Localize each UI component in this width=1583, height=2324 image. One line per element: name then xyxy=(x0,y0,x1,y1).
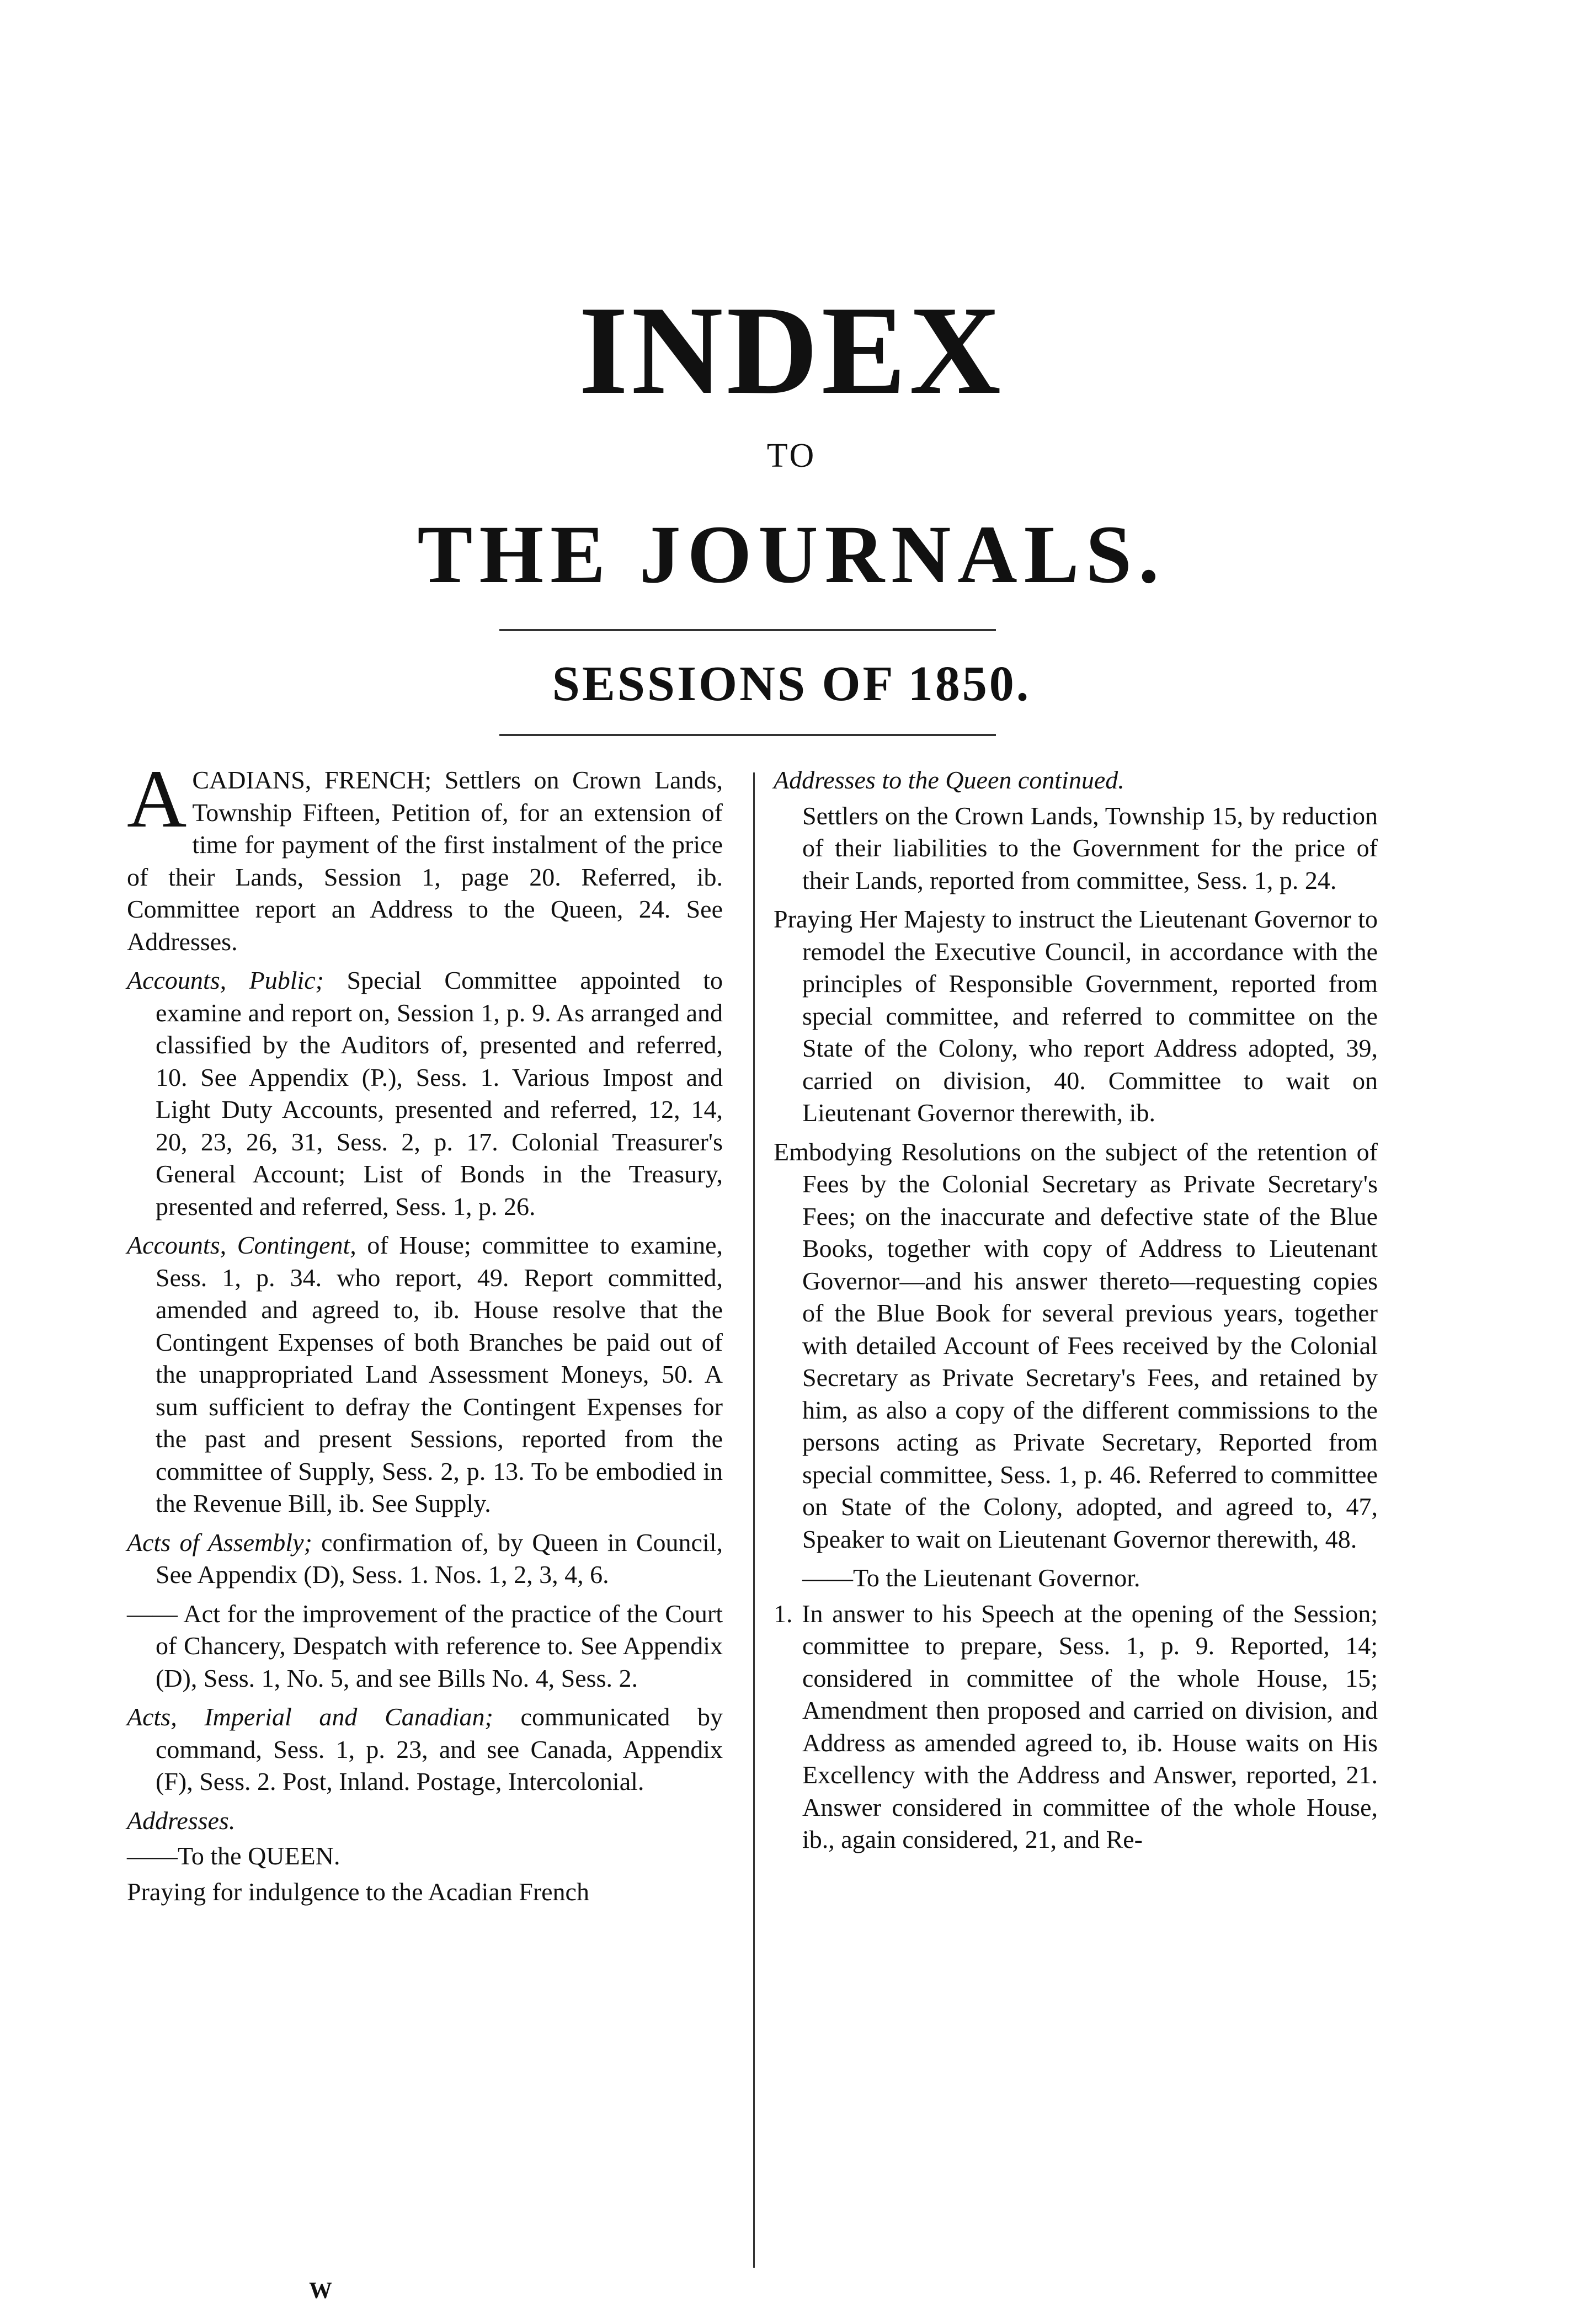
index-entry-settlers: Settlers on the Crown Lands, Township 15, by reduction of their liabilities to the Government for the price of their Lands, reported from committee, Sess. 1, p. 24. xyxy=(802,801,1378,894)
entry-text: confirmation of, by Queen in Council, See Appendix (D), Sess. 1. Nos. 1, 2, 3, 4, 6. xyxy=(156,1528,723,1589)
subheading-to-queen: ——To the QUEEN. xyxy=(127,1842,340,1870)
entry-text: of House; committee to examine, Sess. 1, p. 34. who report, 49. Report committed, amended and agreed to, ib. House resolve that the Contingent Expenses of both Branches be paid out of the unappropriated Land Assessment Moneys, 50. A sum sufficient to defray the Contingent Expenses for the past and present Sessions, reported from the committee of Supply, Sess. 2, p. 13. To be embodied in the Revenue Bill, ib. See Supply. xyxy=(156,1231,723,1517)
index-column-right xyxy=(774,764,1378,1863)
decorative-rule-bottom xyxy=(499,734,996,736)
index-entry-acts-of-assembly xyxy=(127,1527,723,1591)
page-subtitle: THE JOURNALS. xyxy=(417,509,1166,600)
session-heading: SESSIONS OF 1850. xyxy=(552,657,1031,711)
entry-text: Special Committee appointed to examine and report on, Session 1, p. 9. As arranged and classified by the Auditors of, presented and referred, 10. See Appendix (P.), Sess. 1. Various Impost and Light Duty Accounts, presented and referred, 12, 14, 20, 23, 26, 31, Sess. 2, p. 17. Colonial Treasurer's General Account; List of Bonds in the Treasury, presented and referred, Sess. 1, p. 26. xyxy=(156,966,723,1220)
page-title: INDEX xyxy=(578,280,1005,420)
entry-text: —— Act for the improvement of the practice of the Court of Chancery, Despatch with reference to. See Appendix (D), Sess. 1, No. 5, and see Bills No. 4, Sess. 2. xyxy=(127,1599,723,1692)
index-entry-answer-speech: 1. In answer to his Speech at the opening of the Session; committee to prepare, Sess. 1, p. 9. Reported, 14; considered in committee of the whole House, 15; Amendment then proposed and carried on division, and Address as amended agreed to, ib. House waits on His Excellency with the Address and Answer, reported, 21. Answer considered in committee of the whole House, ib., again considered, 21, and Re- xyxy=(774,1599,1378,1853)
continued-heading: Addresses to the Queen continued. xyxy=(774,766,1124,794)
index-entry-praying: Praying for indulgence to the Acadian French xyxy=(127,1877,589,1906)
entry-heading: Acts, Imperial and Canadian; xyxy=(127,1703,493,1731)
index-column-left xyxy=(127,753,723,1911)
entry-text: communicated by command, Sess. 1, p. 23, and see Canada, Appendix (F), Sess. 2. Post, Inland. Postage, Intercolonial. xyxy=(156,1703,723,1795)
column-divider xyxy=(753,772,755,2268)
index-entry-acts-imperial xyxy=(127,1701,723,1798)
index-entry-addresses: Addresses. xyxy=(127,1806,236,1835)
entry-heading: Acts of Assembly; xyxy=(127,1528,312,1557)
index-entry-accounts-contingent xyxy=(127,1229,723,1520)
entry-heading: CADIANS, FRENCH; xyxy=(192,766,432,794)
entry-text: Settlers on Crown Lands, Township Fifteen, Petition of, for an extension of time for payment of the first instalment of the price of their Lands, Session 1, page 20. Referred, ib. Committee report an Address to the Queen, 24. See Addresses. xyxy=(127,766,723,956)
index-entry-praying-majesty: Praying Her Majesty to instruct the Lieutenant Governor to remodel the Executive Council, in accordance with the principles of Responsible Government, reported from special committee, and referred to committee on the State of the Colony, who report Address adopted, 39, carried on division, 40. Committee to wait on Lieutenant Governor therewith, ib. xyxy=(774,905,1378,1127)
entry-heading: Accounts, Contingent, xyxy=(127,1231,356,1259)
index-entry-chancery-act xyxy=(127,1598,723,1695)
signature-mark: W xyxy=(309,2278,332,2304)
title-connector: TO xyxy=(766,437,817,475)
decorative-rule-top xyxy=(499,629,996,631)
subheading-to-lieutenant-governor: ——To the Lieutenant Governor. xyxy=(802,1564,1140,1592)
entry-heading: Accounts, Public; xyxy=(127,966,324,994)
drop-cap: A xyxy=(127,753,187,845)
index-entry-embodying: Embodying Resolutions on the subject of the retention of Fees by the Colonial Secretary as Private Secretary's Fees; on the inaccurate and defective state of the Blue Books, together with copy of Address to Lieutenant Governor—and his answer thereto—requesting copies of the Blue Book for several previous years, together with detailed Account of Fees received by the Colonial Secretary as Private Secretary's Fees, and retained by him, as also a copy of the different commissions to the persons acting as Private Secretary, Reported from special committee, Sess. 1, p. 46. Referred to committee on State of the Colony, adopted, and agreed to, 47, Speaker to wait on Lieutenant Governor therewith, 48. xyxy=(774,1137,1378,1553)
index-entry-accounts-public xyxy=(127,964,723,1223)
index-entry-acadians xyxy=(127,753,723,958)
